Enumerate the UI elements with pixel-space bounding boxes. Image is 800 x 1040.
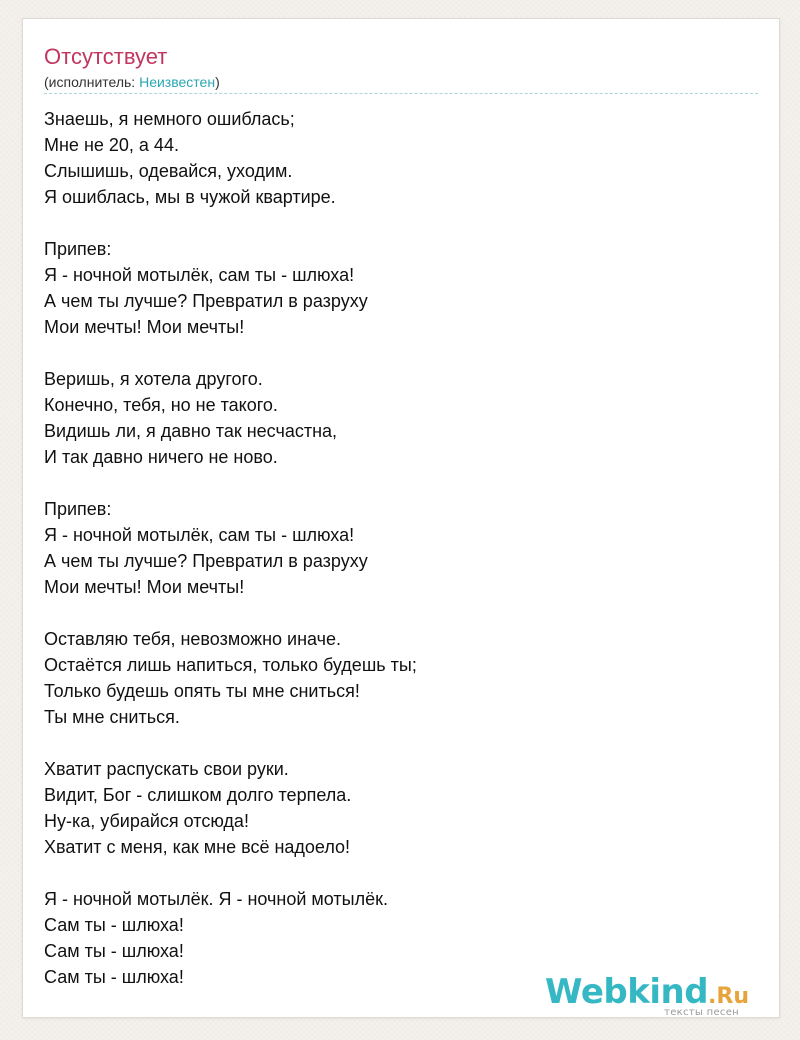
lyric-line: Мои мечты! Мои мечты! <box>44 577 245 597</box>
stanza <box>44 626 764 730</box>
lyrics-body <box>44 106 764 990</box>
lyric-line: Видит, Бог - слишком долго терпела. <box>44 785 352 805</box>
lyric-line: Остаётся лишь напиться, только будешь ты; <box>44 655 417 675</box>
artist-link[interactable]: Неизвестен <box>139 74 216 90</box>
lyric-line: Сам ты - шлюха! <box>44 941 184 961</box>
lyric-line: Конечно, тебя, но не такого. <box>44 395 278 415</box>
lyric-line: Мне не 20, а 44. <box>44 135 179 155</box>
lyric-line: Я - ночной мотылёк. Я - ночной мотылёк. <box>44 889 388 909</box>
lyric-line: И так давно ничего не ново. <box>44 447 278 467</box>
lyric-line: Ты мне сниться. <box>44 707 180 727</box>
lyric-line: Припев: <box>44 239 112 259</box>
lyric-line: Веришь, я хотела другого. <box>44 369 263 389</box>
lyric-line: Мои мечты! Мои мечты! <box>44 317 245 337</box>
artist-prefix: (исполнитель: <box>44 74 140 90</box>
stanza-chorus <box>44 496 764 600</box>
stanza <box>44 106 764 210</box>
lyric-line: Слышишь, одевайся, уходим. <box>44 161 293 181</box>
artist-line <box>44 73 220 91</box>
logo-domain: .Ru <box>708 984 749 1009</box>
artist-suffix: ) <box>215 74 220 90</box>
lyric-line: Я ошиблась, мы в чужой квартире. <box>44 187 336 207</box>
lyric-line: А чем ты лучше? Превратил в разруху <box>44 551 368 571</box>
lyric-line: Я - ночной мотылёк, сам ты - шлюха! <box>44 525 355 545</box>
stanza <box>44 366 764 470</box>
song-title: Отсутствует <box>44 44 168 69</box>
lyric-line: Ну-ка, убирайся отсюда! <box>44 811 249 831</box>
lyric-line: Хватит распускать свои руки. <box>44 759 289 779</box>
logo-wordmark: Webkind <box>545 972 709 1012</box>
lyric-line: Оставляю тебя, невозможно иначе. <box>44 629 342 649</box>
lyric-line: Сам ты - шлюха! <box>44 915 184 935</box>
lyrics-card <box>22 18 780 1018</box>
title-divider <box>44 93 758 94</box>
lyric-line: Хватит с меня, как мне всё надоело! <box>44 837 351 857</box>
lyric-line: Я - ночной мотылёк, сам ты - шлюха! <box>44 265 355 285</box>
stanza <box>44 756 764 860</box>
lyric-line: Только будешь опять ты мне сниться! <box>44 681 360 701</box>
stanza-chorus <box>44 236 764 340</box>
lyric-line: Видишь ли, я давно так несчастна, <box>44 421 338 441</box>
logo-tagline: тексты песен <box>664 1007 739 1018</box>
lyric-line: Сам ты - шлюха! <box>44 967 184 987</box>
lyric-line: А чем ты лучше? Превратил в разруху <box>44 291 368 311</box>
site-logo[interactable] <box>545 972 749 1018</box>
lyric-line: Знаешь, я немного ошиблась; <box>44 109 295 129</box>
lyric-line: Припев: <box>44 499 112 519</box>
